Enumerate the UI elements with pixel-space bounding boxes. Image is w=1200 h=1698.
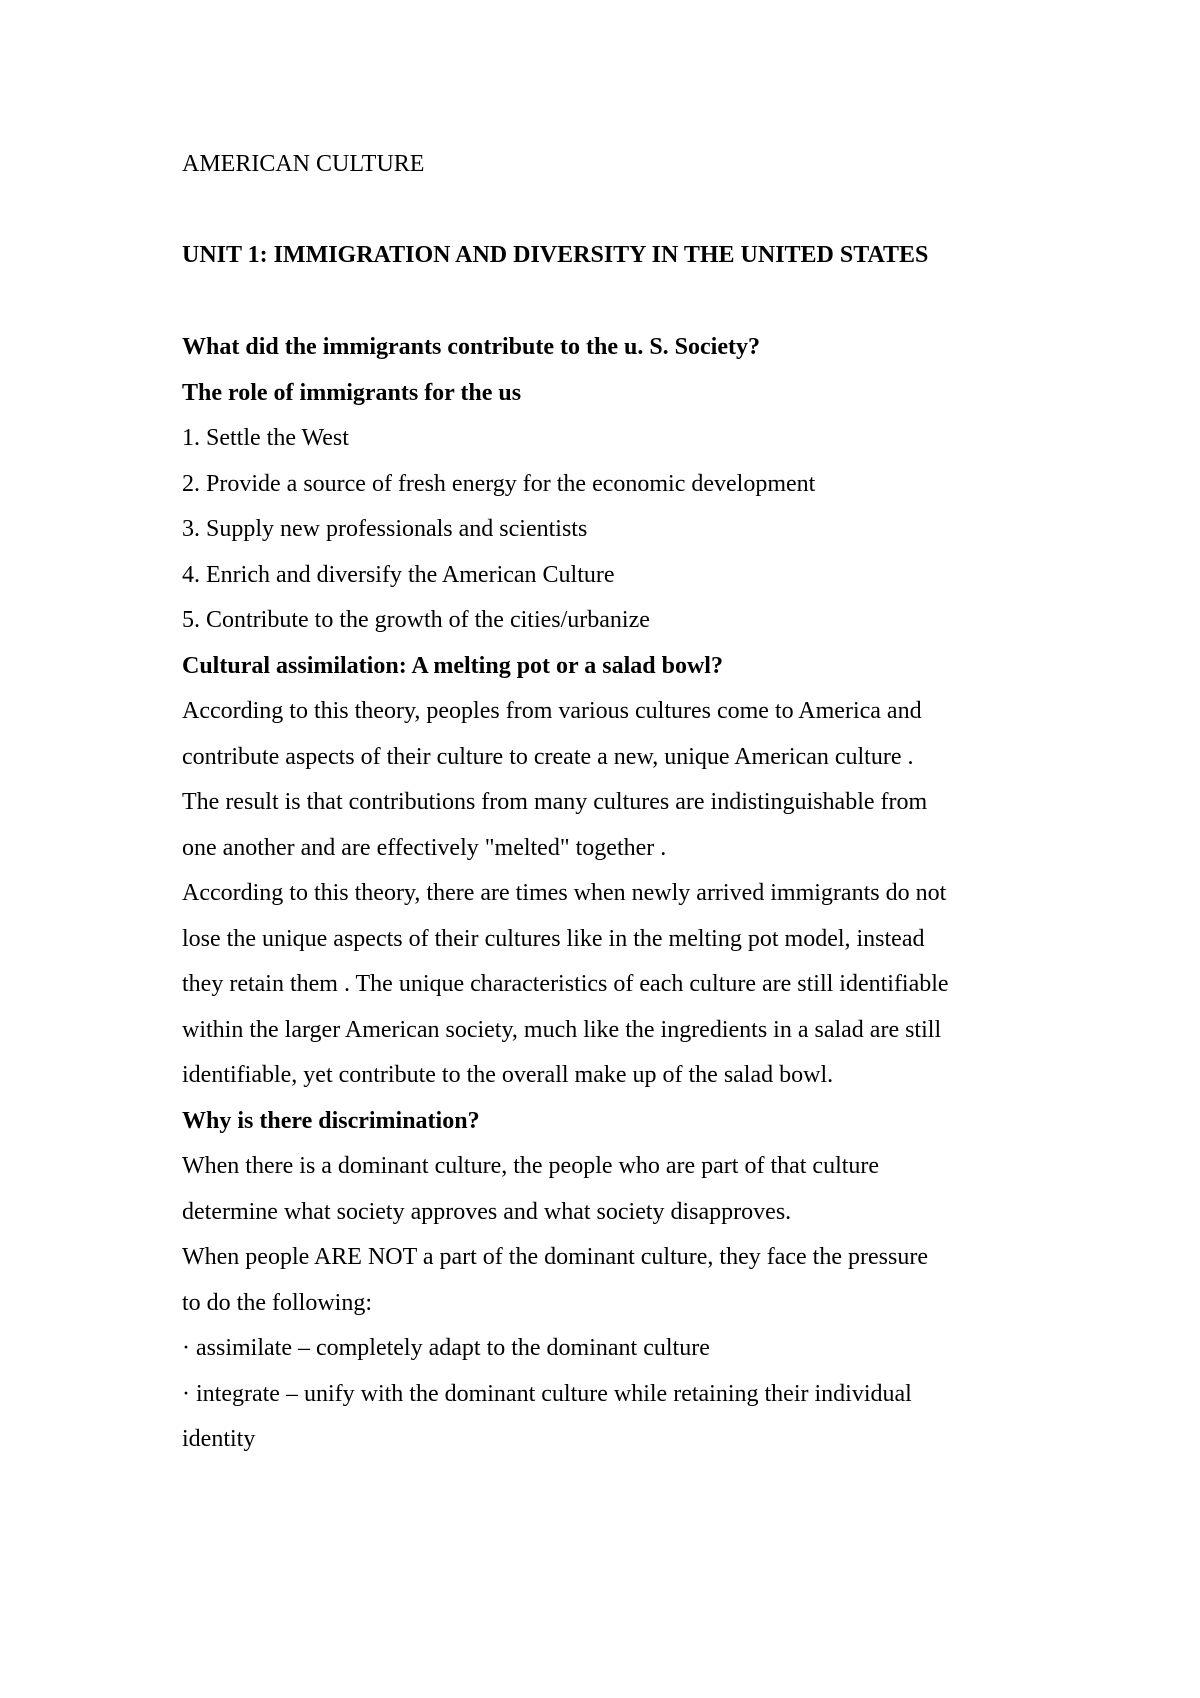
document-title: AMERICAN CULTURE [182,151,425,177]
bullet-line: · integrate – unify with the dominant culture while retaining their individual [182,1380,912,1407]
salad-bowl-line: identifiable, yet contribute to the overall make up of the salad bowl. [182,1062,834,1088]
melting-pot-line: contribute aspects of their culture to create a new, unique American culture . [182,743,914,770]
salad-bowl-line: According to this theory, there are times when newly arrived immigrants do not [182,880,947,906]
bullet-line: identity [182,1426,256,1452]
role-item: 5. Contribute to the growth of the cities/urbanize [182,607,650,633]
melting-pot-line: The result is that contributions from many cultures are indistinguishable from [182,789,928,815]
salad-bowl-line: they retain them . The unique characteristics of each culture are still identifiable [182,971,949,997]
melting-pot-line: one another and are effectively "melted" together . [182,834,667,861]
dominant-culture-line: determine what society approves and what society disapproves. [182,1198,792,1225]
melting-pot-line: According to this theory, peoples from various cultures come to America and [182,698,922,724]
discrimination-heading: Why is there discrimination? [182,1107,480,1134]
role-heading: The role of immigrants for the us [182,379,522,406]
document-body [182,142,1042,1463]
role-item: 2. Provide a source of fresh energy for the economic development [182,470,816,497]
assimilation-heading: Cultural assimilation: A melting pot or a salad bowl? [182,652,723,679]
role-item: 4. Enrich and diversify the American Culture [182,561,615,588]
pressure-line: When people ARE NOT a part of the dominant culture, they face the pressure [182,1244,928,1270]
role-item: 1. Settle the West [182,425,349,451]
salad-bowl-line: lose the unique aspects of their cultures like in the melting pot model, instead [182,925,925,952]
salad-bowl-line: within the larger American society, much like the ingredients in a salad are still [182,1016,942,1043]
dominant-culture-line: When there is a dominant culture, the people who are part of that culture [182,1153,880,1179]
unit-heading: UNIT 1: IMMIGRATION AND DIVERSITY IN THE UNITED STATES [182,242,929,268]
role-item: 3. Supply new professionals and scientists [182,516,588,542]
bullet-line: · assimilate – completely adapt to the dominant culture [182,1335,710,1361]
question-contribute-heading: What did the immigrants contribute to the u. S. Society? [182,334,760,360]
pressure-line: to do the following: [182,1289,372,1316]
